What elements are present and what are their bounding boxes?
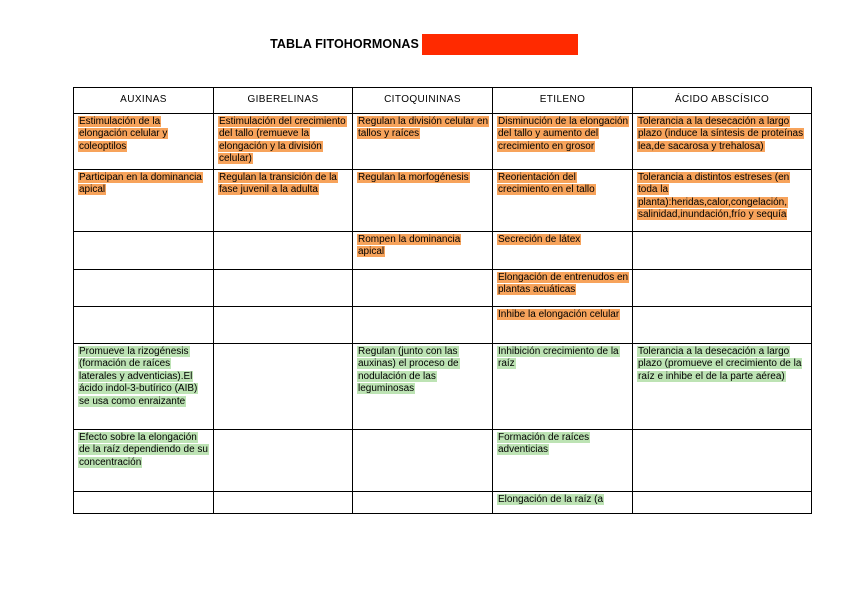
cell-text: Inhibición crecimiento de la raíz <box>498 346 619 370</box>
document-title <box>0 33 848 55</box>
table-cell <box>493 307 633 344</box>
cell-text: Disminución de la elongación del tallo y aumento del crecimiento en grosor <box>498 116 629 152</box>
table-cell <box>74 307 214 344</box>
table-cell <box>633 114 812 170</box>
table-row <box>74 114 812 170</box>
header-citoquininas: CITOQUININAS <box>353 88 493 114</box>
table-cell <box>493 170 633 232</box>
table-cell <box>214 307 353 344</box>
cell-text: Regulan (junto con las auxinas) el proceso de nodulación de las leguminosas <box>358 346 459 395</box>
table-cell <box>353 232 493 270</box>
header-acido-abscisico: ÁCIDO ABSCÍSICO <box>633 88 812 114</box>
cell-text: Formación de raíces adventicias <box>498 432 590 456</box>
table-cell <box>633 270 812 307</box>
cell-text: Reorientación del crecimiento en el tallo <box>498 172 595 196</box>
header-giberelinas: GIBERELINAS <box>214 88 353 114</box>
cell-text: Regulan la morfogénesis <box>358 172 469 183</box>
cell-text: Estimulación de la elongación celular y coleoptilos <box>79 116 168 152</box>
table-cell <box>353 307 493 344</box>
cell-text: Estimulación del crecimiento del tallo (remueve la elongación y la división celular) <box>219 116 346 165</box>
table-cell <box>74 430 214 492</box>
table-cell <box>214 492 353 514</box>
table-row <box>74 492 812 514</box>
table-row <box>74 170 812 232</box>
cell-text: Participan en la dominancia apical <box>79 172 202 196</box>
cell-text: Tolerancia a la desecación a largo plazo (induce la síntesis de proteínas lea,de sacarosa y trehalosa) <box>638 116 804 152</box>
table-cell <box>353 114 493 170</box>
cell-text: Tolerancia a la desecación a largo plazo (promueve el crecimiento de la raíz e inhibe el de la parte aérea) <box>638 346 802 382</box>
table-row <box>74 430 812 492</box>
cell-text: Secreción de látex <box>498 234 581 245</box>
table-row <box>74 344 812 430</box>
table-cell <box>633 492 812 514</box>
header-auxinas: AUXINAS <box>74 88 214 114</box>
table-row <box>74 270 812 307</box>
table-cell <box>493 430 633 492</box>
table-cell <box>353 344 493 430</box>
redaction-block <box>422 34 578 55</box>
cell-text: Regulan la transición de la fase juvenil a la adulta <box>219 172 337 196</box>
table-cell <box>74 170 214 232</box>
cell-text: Rompen la dominancia apical <box>358 234 461 258</box>
table-cell <box>74 270 214 307</box>
phytohormone-table <box>73 87 812 514</box>
title-text: TABLA FITOHORMONAS <box>270 37 419 51</box>
table-cell <box>633 170 812 232</box>
header-row <box>74 88 812 114</box>
table-cell <box>493 344 633 430</box>
table-cell <box>353 170 493 232</box>
table-cell <box>493 232 633 270</box>
table-cell <box>493 270 633 307</box>
table-cell <box>353 492 493 514</box>
cell-text: Elongación de entrenudos en plantas acuáticas <box>498 272 629 296</box>
table-cell <box>74 344 214 430</box>
cell-text: Inhibe la elongación celular <box>498 309 620 320</box>
table-cell <box>214 270 353 307</box>
cell-text: Promueve la rizogénesis (formación de raíces laterales y adventicias).El ácido indol-3-butírico (AIB) se usa como enraizante <box>79 346 198 407</box>
table-cell <box>74 114 214 170</box>
table-cell <box>493 492 633 514</box>
header-etileno: ETILENO <box>493 88 633 114</box>
table-cell <box>353 270 493 307</box>
cell-text: Efecto sobre la elongación de la raíz dependiendo de su concentración <box>79 432 208 468</box>
cell-text: Tolerancia a distintos estreses (en toda la planta):heridas,calor,congelación, salinidad,inundación,frío y sequía <box>638 172 790 221</box>
cell-text: Regulan la división celular en tallos y raíces <box>358 116 489 140</box>
table-cell <box>633 344 812 430</box>
table-cell <box>214 232 353 270</box>
cell-text: Elongación de la raíz (a <box>498 494 604 505</box>
table-cell <box>493 114 633 170</box>
table-cell <box>353 430 493 492</box>
table-cell <box>214 114 353 170</box>
table-cell <box>214 430 353 492</box>
table-cell <box>633 232 812 270</box>
table-row <box>74 307 812 344</box>
table-cell <box>214 170 353 232</box>
table-cell <box>633 307 812 344</box>
table-cell <box>74 232 214 270</box>
table-row <box>74 232 812 270</box>
table-cell <box>214 344 353 430</box>
table-cell <box>633 430 812 492</box>
table-cell <box>74 492 214 514</box>
